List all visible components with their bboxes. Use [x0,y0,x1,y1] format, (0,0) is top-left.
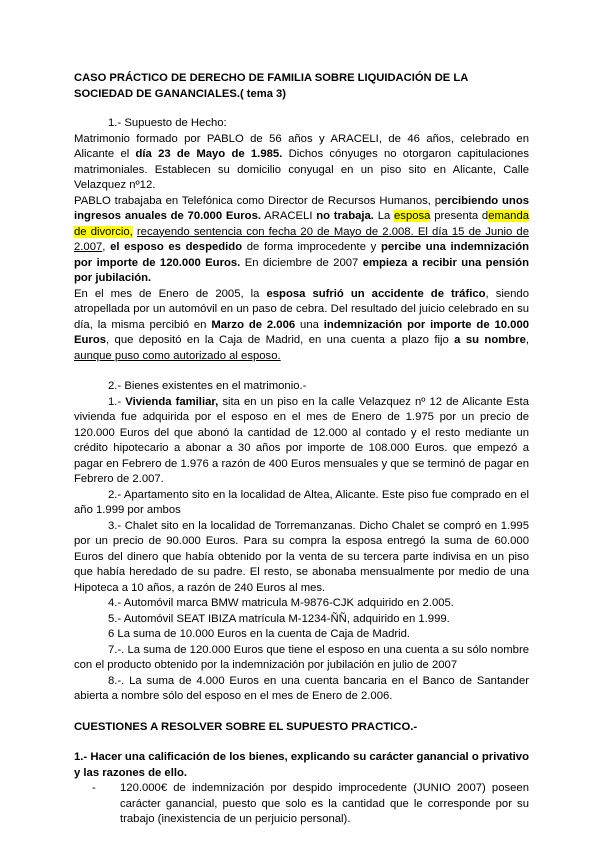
text: , que depositó en la Caja de Madrid, en una cuenta a plazo fijo [106,334,455,346]
section-heading-assets: 2.- Bienes existentes en el matrimonio.- [108,380,307,392]
section-heading-questions: CUESTIONES A RESOLVER SOBRE EL SUPUESTO PRACTICO.- [74,720,418,733]
section-heading-facts: 1.- Supuesto de Hecho: [108,117,227,129]
document-title: CASO PRÁCTICO DE DERECHO DE FAMILIA SOBRE LIQUIDACIÓN DE LA SOCIEDAD DE GANANCIALES.( tema 3) [74,72,468,100]
highlighted-text: emanda de divorcio, [74,210,530,238]
text: una [295,318,324,331]
text-bold: el esposo es despedido [110,241,243,253]
text-bold: ercibiendo unos ingresos anuales de 70.000 Euros. [74,194,530,222]
facts-paragraph-employment [74,194,529,287]
asset-item-2: 2.- Apartamento sito en la localidad de Altea, Alicante. Este piso fue comprado en el año 1.999 por ambos [74,488,529,516]
text-bold: día 23 de Mayo de 1.985. [135,148,283,160]
answer-bullet [92,781,529,828]
text: En el mes de Enero de 2005, la [74,287,267,300]
underlined-text: recayendo sentencia con fecha 20 de Mayo de 2.008. El día 15 de Junio de 2.007 [74,225,529,253]
text: PABLO trabajaba en Telefónica como Director de Recursos Humanos, p [74,194,442,207]
text: presenta d [430,210,489,222]
text: En diciembre de 2007 [240,256,363,269]
text: 1.- [108,395,126,408]
answer-text: 120.000€ de indemnización por despido improcedente (JUNIO 2007) poseen carácter ganancial, puesto que solo es la cantidad que le corresponde por su trabajo (inexistencia de un perjuicio personal). [120,782,529,825]
question-1: 1.- Hacer una calificación de los bienes, explicando su carácter ganancial o privativo y las razones de ello. [74,751,529,779]
text: Dichos cónyuges no otorgaron capitulaciones matrimoniales. Establecen su domicilio conyugal en un piso sito en Alicante, Calle Velazquez nº12. [74,148,529,191]
text: , [525,334,529,346]
asset-item-1 [74,395,529,488]
asset-item-6: 6 La suma de 10.000 Euros en la cuenta de Caja de Madrid. [108,628,411,640]
text-bold: empieza a recibir una pensión por jubilación. [74,256,529,284]
highlighted-text: esposa [394,210,431,222]
text: sita en un piso en la calle Velazquez nº 12 de Alicante Esta vivienda fue adquirida por el esposo en el mes de Enero de 1.975 por un precio de 120.000 Euros del que abonó la cantidad de 12.000 al contado y el resto mediante un crédito hipotecario a abonar a 30 años por importe de 108.000 Euros. que empezó a pagar en Febrero de 1.976 a razón de 400 Euros mensuales y que se terminó de pagar en Febrero de 2.007. [74,395,529,485]
document-page [74,70,529,828]
asset-item-3: 3.- Chalet sito en la localidad de Torremanzanas. Dicho Chalet se compró en 1.995 por un precio de 90.000 Euros. Para su compra la esposa entregó la suma de 60.000 Euros del dinero que había obtenido por la venta de su tercera parte indivisa en un piso que había heredado de su padre. El resto, se abonaba mensualmente por medio de una Hipoteca a 10 años, a razón de 240 Euros al mes. [74,519,529,594]
asset-item-8: 8.-. La suma de 4.000 Euros en una cuenta bancaria en el Banco de Santander abierta a nombre sólo del esposo en el mes de Enero de 2.006. [74,674,529,702]
text-bold: Marzo de 2.006 [211,318,296,331]
dash-bullet-icon: - [92,782,96,794]
asset-item-5: 5.- Automóvil SEAT IBIZA matrícula M-1234-ÑÑ, adquirido en 1.999. [108,612,450,625]
text: , [102,241,111,253]
text-bold: percibe una indemnización por importe de 120.000 Euros. [74,241,530,269]
text-bold: indemnización por importe de 10.000 Euros [74,318,530,346]
text: ARACELI [261,210,317,222]
text: de forma improcedente y [242,241,381,253]
text-bold: Vivienda familiar, [125,395,219,408]
asset-item-4: 4.- Automóvil marca BMW matricula M-9876-CJK adquirido en 2.005. [108,597,454,609]
facts-paragraph-marriage [74,132,529,194]
text: La [373,210,395,222]
text-bold: no trabaja. [316,210,374,222]
text: , siendo atropellada por un automóvil en un paso de cebra. Del resultado del juicio celebrado en su día, la misma percibió en [74,287,529,331]
text-bold: a su nombre [454,334,526,346]
text-bold: esposa sufrió un accidente de tráfico [266,287,486,300]
text: Matrimonio formado por PABLO de 56 años y ARACELI, de 46 años, celebrado en Alicante el [74,132,529,160]
facts-paragraph-accident [74,287,529,365]
underlined-text: aunque puso como autorizado al esposo. [74,349,281,362]
asset-item-7: 7.-. La suma de 120.000 Euros que tiene el esposo en una cuenta a su sólo nombre con el producto obtenido por la indemnización por jubilación en julio de 2007 [74,643,529,671]
